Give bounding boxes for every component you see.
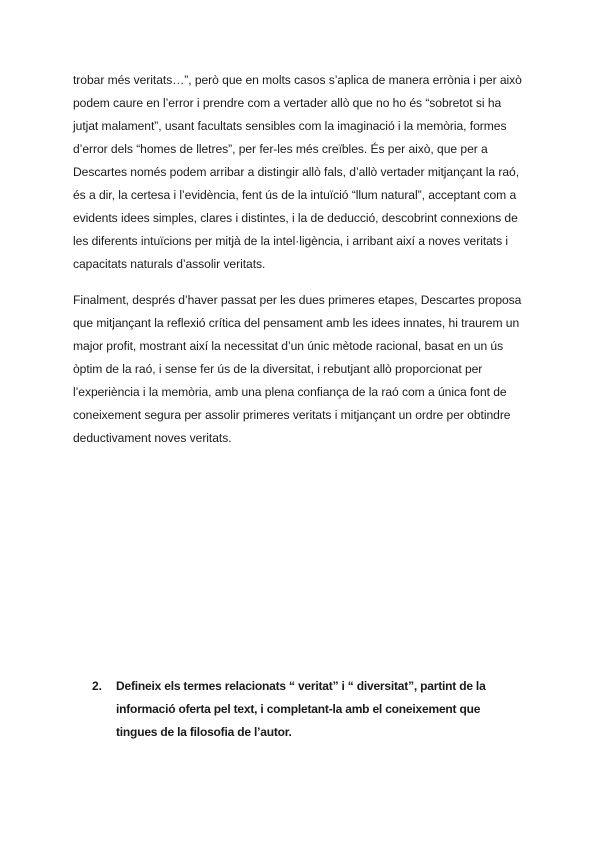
paragraph-line: jutjat malament”, usant facultats sensibles com la imaginació i la memòria, formes <box>73 119 507 133</box>
paragraph-line: trobar més veritats…”, però que en molts casos s’aplica de manera errònia i per això <box>73 73 522 87</box>
question-line: Defineix els termes relacionats “ veritat” i “ diversitat”, partint de la <box>116 679 486 693</box>
paragraph-line: les diferents intuïcions per mitjà de la intel·ligència, i arribant així a noves veritats i <box>73 234 509 248</box>
paragraph-line: podem caure en l’error i prendre com a vertader allò que no ho és “sobretot si ha <box>73 96 502 110</box>
paragraph-line: que mitjançant la reflexió crítica del pensament amb les idees innates, hi traurem un <box>73 316 520 330</box>
question-number: 2. <box>92 679 103 693</box>
paragraph-line: òptim de la raó, i sense fer ús de la diversitat, i rebutjant allò proporcionat per <box>73 362 483 376</box>
paragraph-line: evidents idees simples, clares i distintes, i la de deducció, descobrint connexions de <box>73 211 518 225</box>
paragraph-line: capacitats naturals d’assolir veritats. <box>73 257 266 271</box>
paragraph-line: deductivament noves veritats. <box>73 431 232 445</box>
paragraph-line: d’error dels “homes de lletres”, per fer-les més creïbles. És per això, que per a <box>73 142 488 156</box>
paragraph-line: Descartes només podem arribar a distingir allò fals, d’allò vertader mitjançant la raó, <box>73 165 520 179</box>
paragraph-line: Finalment, després d’haver passat per les dues primeres etapes, Descartes proposa <box>73 293 522 307</box>
paragraph-line: major profit, mostrant així la necessitat d’un únic mètode racional, basat en un ús <box>73 339 504 353</box>
paragraph-line: és a dir, la certesa i l’evidència, fent ús de la intuïció “llum natural”, acceptant com a <box>73 188 517 202</box>
question-line: informació oferta pel text, i completant-la amb el coneixement que <box>116 702 481 716</box>
question-line: tingues de la filosofia de l’autor. <box>116 725 292 739</box>
paragraph-line: coneixement segura per assolir primeres veritats i mitjançant un ordre per obtindre <box>73 408 511 422</box>
paragraph-line: l’experiència i la memòria, amb una plena confiança de la raó com a única font de <box>73 385 507 399</box>
